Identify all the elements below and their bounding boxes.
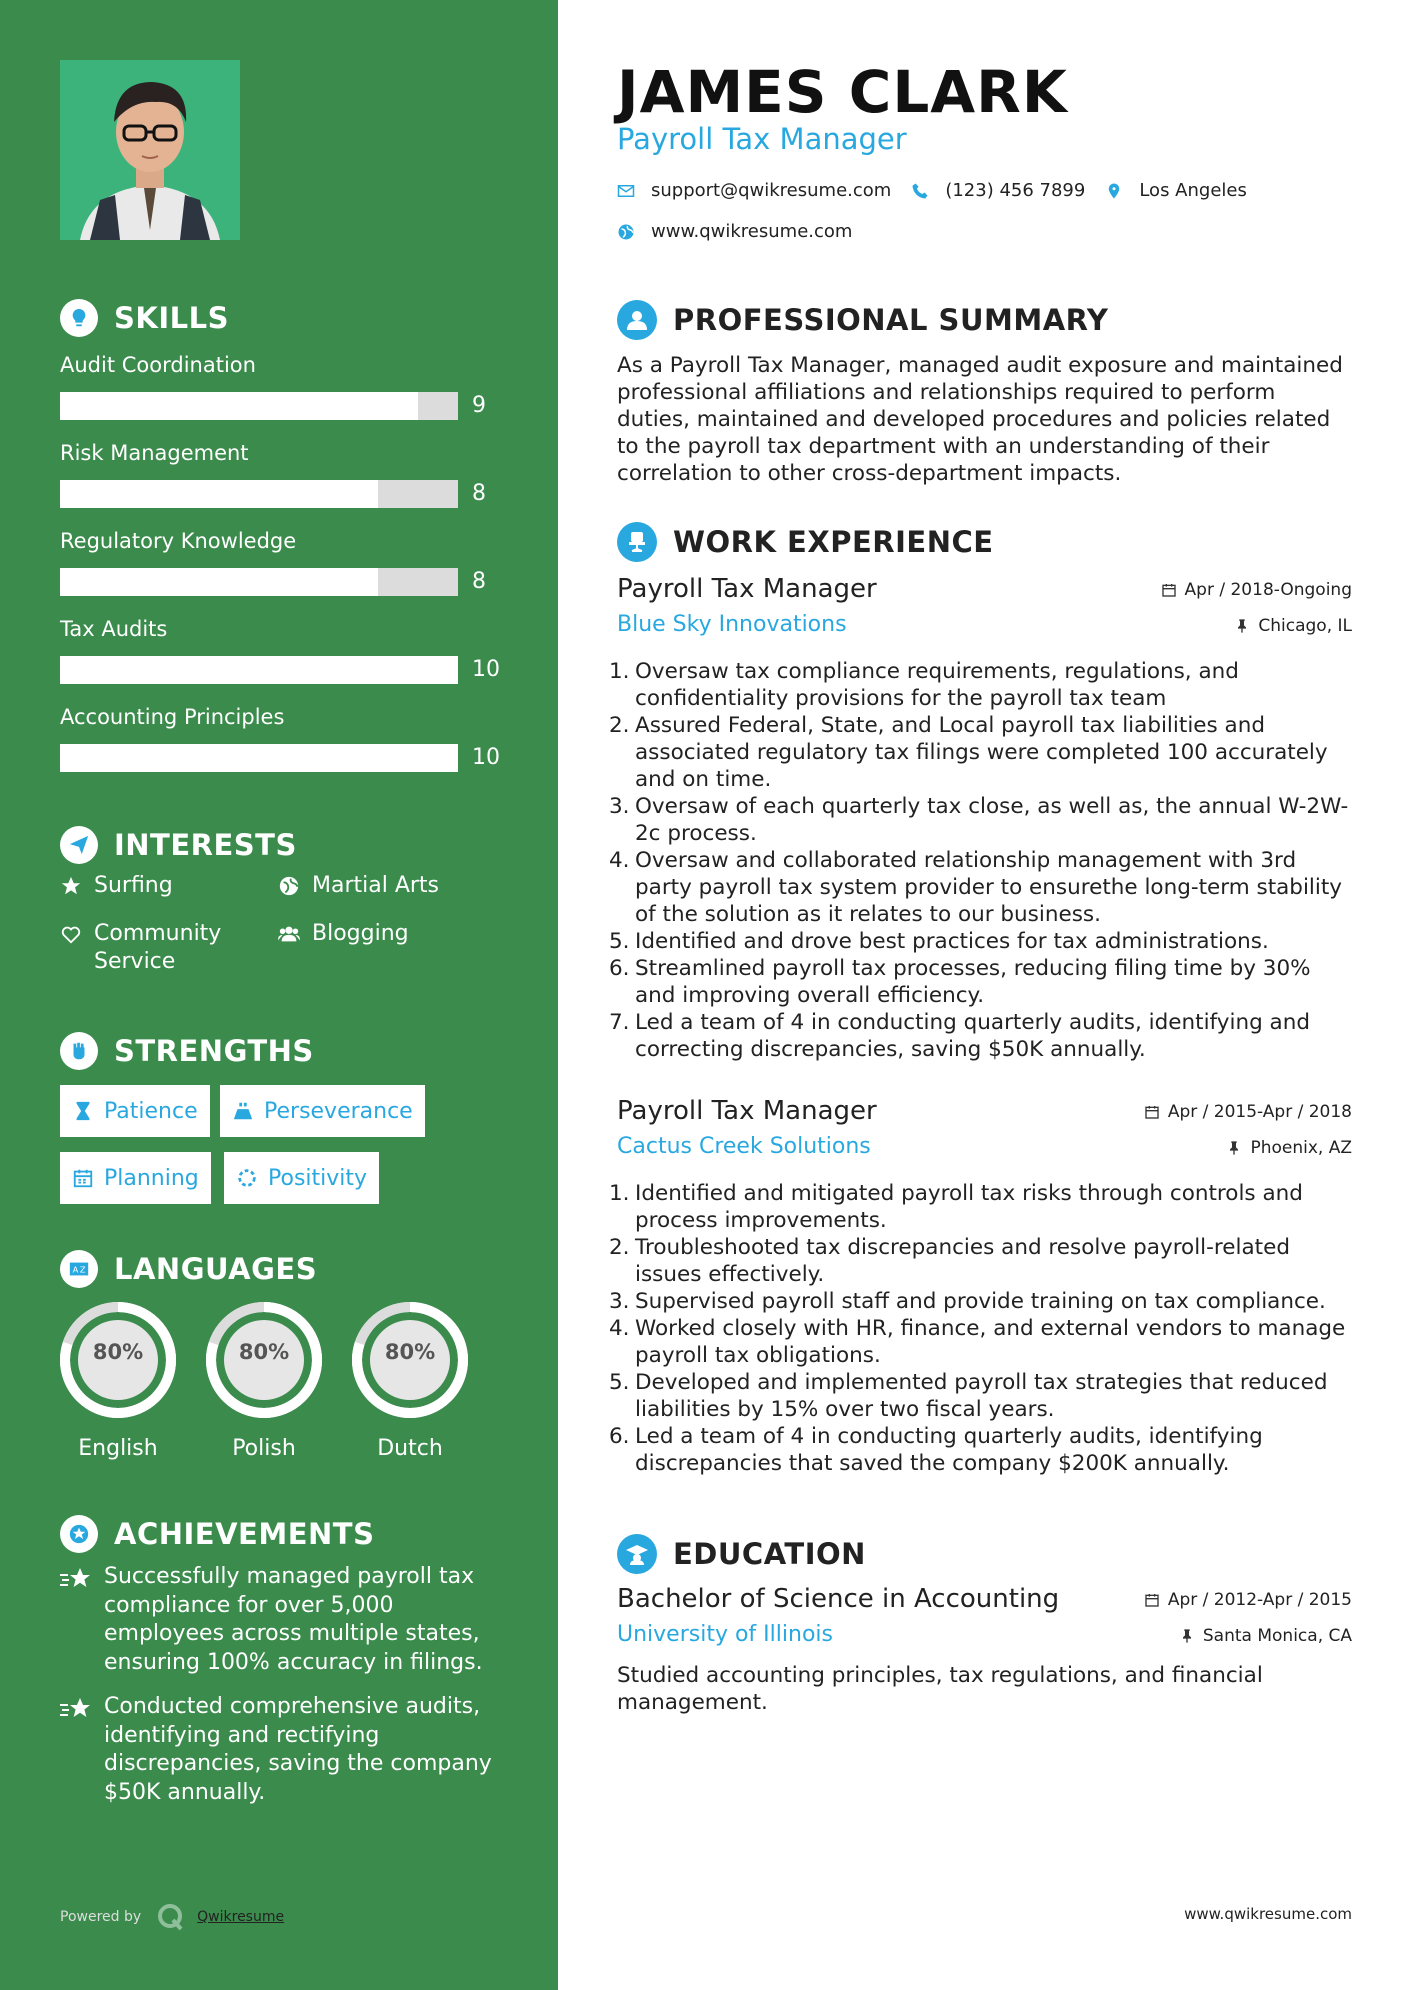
skills-header <box>60 299 229 337</box>
calendar-icon <box>72 1167 94 1189</box>
skill-bar-fill <box>60 480 378 508</box>
strength-chip <box>220 1085 425 1137</box>
strengths-header <box>60 1032 314 1070</box>
interest-item <box>60 872 173 900</box>
experience-header <box>617 522 994 562</box>
star-badge-icon <box>60 1515 98 1553</box>
achievements-header <box>60 1515 374 1553</box>
experience-title: WORK EXPERIENCE <box>673 525 994 559</box>
email-contact[interactable] <box>617 180 891 201</box>
language-name: English <box>78 1436 158 1461</box>
job-entry <box>609 574 1352 1074</box>
education-location-text: Santa Monica, CA <box>1202 1626 1352 1646</box>
interest-item <box>278 920 409 948</box>
job-title: Payroll Tax Manager <box>617 122 907 156</box>
language-icon <box>60 1250 98 1288</box>
education-header <box>617 1534 866 1574</box>
skill-item <box>60 702 500 790</box>
job-entry-location <box>1234 616 1352 636</box>
job-bullet: 7. Led a team of 4 in conducting quarterly audits, identifying and correcting discrepancies, saving $50K annually. <box>609 1010 1311 1062</box>
interest-item <box>278 872 439 900</box>
language-percent: 80% <box>238 1340 290 1364</box>
footer-website[interactable]: www.qwikresume.com <box>1184 1905 1352 1923</box>
skill-name: Accounting Principles <box>60 705 285 729</box>
website-contact[interactable] <box>617 221 852 242</box>
education-location <box>1179 1626 1352 1646</box>
lightbulb-icon <box>60 299 98 337</box>
job-entry-dates <box>1161 580 1352 600</box>
skill-name: Regulatory Knowledge <box>60 529 297 553</box>
skill-bar <box>60 656 458 684</box>
job-bullet: 1. Identified and mitigated payroll tax risks through controls and process improvements. <box>609 1181 1303 1233</box>
education-title: EDUCATION <box>673 1537 866 1571</box>
qwikresume-logo-icon <box>155 1902 185 1932</box>
interest-label: Community Service <box>94 921 222 974</box>
job-entry-company: Blue Sky Innovations <box>617 612 847 637</box>
skill-level: 10 <box>472 745 500 770</box>
language-percent: 80% <box>384 1340 436 1364</box>
job-bullets <box>609 1180 1352 1477</box>
job-bullets <box>609 658 1352 1063</box>
shooting-star-icon <box>60 1695 92 1725</box>
powered-by <box>60 1902 284 1932</box>
skill-name: Audit Coordination <box>60 353 256 377</box>
globe-icon <box>278 875 300 897</box>
interest-label: Surfing <box>94 873 173 898</box>
education-dates-text: Apr / 2012-Apr / 2015 <box>1167 1590 1352 1610</box>
skill-item <box>60 526 500 614</box>
skill-bar-fill <box>60 656 458 684</box>
language-item <box>348 1298 472 1461</box>
pushpin-icon <box>1179 1628 1195 1644</box>
paper-plane-icon <box>60 826 98 864</box>
job-entry-dates-text: Apr / 2018-Ongoing <box>1184 580 1352 600</box>
interests-title: INTERESTS <box>114 828 297 862</box>
phone-icon <box>911 182 929 200</box>
website-text: www.qwikresume.com <box>651 221 853 242</box>
star-icon <box>60 875 82 897</box>
strength-label: Perseverance <box>264 1098 413 1124</box>
language-item <box>56 1298 180 1461</box>
map-pin-icon <box>1105 182 1123 200</box>
education-dates <box>1144 1590 1352 1610</box>
job-entry <box>609 1096 1352 1516</box>
job-bullet: 3. Oversaw of each quarterly tax close, as well as, the annual W-2W-2c process. <box>609 794 1349 846</box>
pushpin-icon <box>1226 1140 1242 1156</box>
languages-title: LANGUAGES <box>114 1252 318 1286</box>
calendar-icon <box>1144 1104 1160 1120</box>
languages-list <box>56 1298 496 1468</box>
strengths-title: STRENGTHS <box>114 1034 314 1068</box>
profile-photo <box>60 60 240 240</box>
calendar-icon <box>1161 582 1177 598</box>
contact-row <box>617 180 1267 201</box>
office-chair-icon <box>617 522 657 562</box>
skill-bar <box>60 568 458 596</box>
interests-header <box>60 826 297 864</box>
candidate-name: JAMES CLARK <box>617 58 1068 126</box>
job-entry-location-text: Chicago, IL <box>1258 616 1352 636</box>
job-bullet: 4. Oversaw and collaborated relationship management with 3rd party payroll tax system provider to ensurethe long-term stability of the solution as it relates to our business. <box>609 848 1343 927</box>
achievement-text: Successfully managed payroll tax compliance for over 5,000 employees across multiple states, ensuring 100% accuracy in filings. <box>104 1564 483 1675</box>
education-entry <box>617 1584 1352 1744</box>
strengths-list <box>60 1085 530 1225</box>
education-description: Studied accounting principles, tax regulations, and financial management. <box>617 1663 1263 1715</box>
skill-name: Tax Audits <box>60 617 168 641</box>
job-bullet: 2. Assured Federal, State, and Local payroll tax liabilities and associated regulatory tax filings were completed 100 accurately and on time. <box>609 713 1328 792</box>
job-entry-title: Payroll Tax Manager <box>617 574 877 604</box>
strength-chip <box>60 1085 210 1137</box>
job-bullet: 3. Supervised payroll staff and provide training on tax compliance. <box>609 1289 1326 1314</box>
skill-bar <box>60 392 458 420</box>
skill-bar-fill <box>60 744 458 772</box>
job-entry-company: Cactus Creek Solutions <box>617 1134 871 1159</box>
phone-contact[interactable] <box>911 180 1085 201</box>
language-name: Dutch <box>377 1436 443 1461</box>
job-entry-location <box>1226 1138 1352 1158</box>
achievement-item <box>60 1563 510 1677</box>
users-icon <box>278 923 300 945</box>
skill-level: 9 <box>472 393 486 418</box>
job-bullet: 4. Worked closely with HR, finance, and external vendors to manage payroll tax obligations. <box>609 1316 1346 1368</box>
job-bullet: 2. Troubleshooted tax discrepancies and resolve payroll-related issues effectively. <box>609 1235 1290 1287</box>
user-icon <box>617 300 657 340</box>
interest-item <box>60 920 230 976</box>
skills-title: SKILLS <box>114 301 229 335</box>
language-percent: 80% <box>92 1340 144 1364</box>
svg-text:Z: Z <box>79 1264 86 1275</box>
job-entry-dates <box>1144 1102 1352 1122</box>
skill-item <box>60 438 500 526</box>
fist-icon <box>60 1032 98 1070</box>
skill-item <box>60 350 500 438</box>
summary-text: As a Payroll Tax Manager, managed audit exposure and maintained professional affiliations and relationships required to perform duties, maintained and developed procedures and policies related to the payroll tax department with an understanding of their correlation to other cross-department impacts. <box>617 353 1343 486</box>
shooting-star-icon <box>60 1565 92 1595</box>
skill-item <box>60 614 500 702</box>
strength-chip <box>60 1152 211 1204</box>
education-school: University of Illinois <box>617 1622 833 1647</box>
location-text: Los Angeles <box>1139 180 1247 201</box>
website-row <box>617 221 872 242</box>
heart-icon <box>60 923 82 945</box>
strength-chip <box>224 1152 379 1204</box>
job-entry-dates-text: Apr / 2015-Apr / 2018 <box>1167 1102 1352 1122</box>
job-bullet: 1. Oversaw tax compliance requirements, regulations, and confidentiality provisions for the payroll tax team <box>609 659 1239 711</box>
achievement-item <box>60 1693 510 1807</box>
location-contact <box>1105 180 1247 201</box>
summary-header <box>617 300 1108 340</box>
svg-text:A: A <box>72 1264 79 1275</box>
strength-label: Positivity <box>268 1165 368 1191</box>
achievement-text: Conducted comprehensive audits, identifying and rectifying discrepancies, saving the company $50K annually. <box>104 1694 492 1805</box>
interest-label: Martial Arts <box>312 873 440 898</box>
skill-bar <box>60 744 458 772</box>
hourglass-icon <box>72 1100 94 1122</box>
sidebar <box>0 0 558 1990</box>
language-item <box>202 1298 326 1461</box>
calendar-icon <box>1144 1592 1160 1608</box>
graduate-icon <box>617 1534 657 1574</box>
skill-bar-fill <box>60 392 418 420</box>
skill-level: 8 <box>472 569 486 594</box>
interest-label: Blogging <box>312 921 409 946</box>
skill-name: Risk Management <box>60 441 249 465</box>
email-text: support@qwikresume.com <box>651 180 892 201</box>
strength-label: Planning <box>104 1165 199 1191</box>
skill-level: 8 <box>472 481 486 506</box>
job-bullet: 6. Led a team of 4 in conducting quarterly audits, identifying discrepancies that saved the company $200K annually. <box>609 1424 1263 1476</box>
strength-label: Patience <box>104 1098 198 1124</box>
powered-by-label: Powered by <box>60 1909 142 1925</box>
spinner-icon <box>236 1167 258 1189</box>
job-bullet: 6. Streamlined payroll tax processes, reducing filing time by 30% and improving overall efficiency. <box>609 956 1311 1008</box>
achievements-list <box>60 1563 510 1823</box>
job-bullet: 5. Identified and drove best practices for tax administrations. <box>609 929 1269 954</box>
achievements-title: ACHIEVEMENTS <box>114 1517 375 1551</box>
brand-link[interactable]: Qwikresume <box>197 1909 285 1925</box>
skill-bar-fill <box>60 568 378 596</box>
skill-level: 10 <box>472 657 500 682</box>
job-bullet: 5. Developed and implemented payroll tax strategies that reduced liabilities by 15% over two fiscal years. <box>609 1370 1328 1422</box>
envelope-icon <box>617 182 635 200</box>
languages-header <box>60 1250 317 1288</box>
skill-bar <box>60 480 458 508</box>
avatar <box>60 60 240 240</box>
job-entry-title: Payroll Tax Manager <box>617 1096 877 1126</box>
summary-title: PROFESSIONAL SUMMARY <box>673 303 1109 337</box>
pushpin-icon <box>1234 618 1250 634</box>
globe-icon <box>617 223 635 241</box>
language-name: Polish <box>232 1436 296 1461</box>
job-entry-location-text: Phoenix, AZ <box>1250 1138 1352 1158</box>
phone-text: (123) 456 7899 <box>945 180 1086 201</box>
road-icon <box>232 1100 254 1122</box>
education-degree: Bachelor of Science in Accounting <box>617 1584 1060 1614</box>
skills-list <box>60 350 500 790</box>
